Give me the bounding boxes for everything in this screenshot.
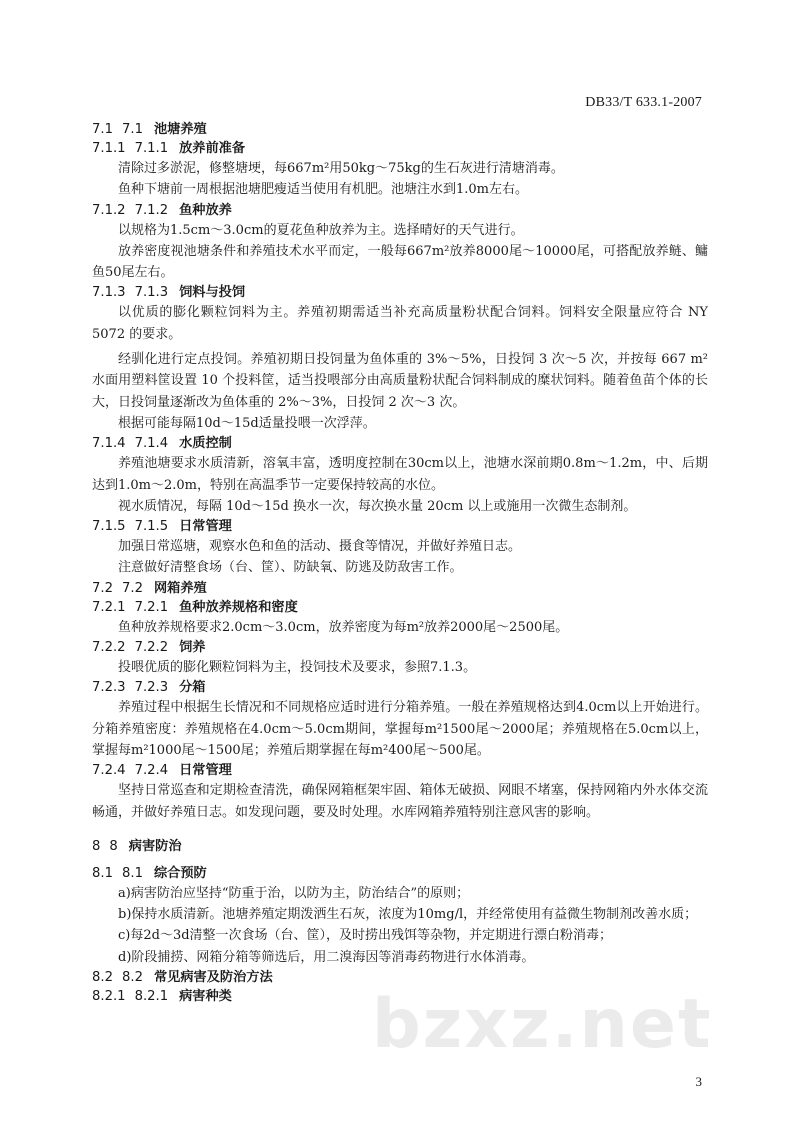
section-heading-7-2-4 bbox=[92, 761, 708, 780]
section-title: 水质控制 bbox=[179, 436, 232, 452]
paragraph: 养殖过程中根据生长情况和不同规格应适时进行分箱养殖。一般在养殖规格达到4.0cm以上开始进行。分箱养殖密度：养殖规格在4.0cm～5.0cm期间，掌握每m²1500尾～2000尾；养殖规格在5.0cm以上，掌握每m²1000尾～1500尾；养殖后期掌握在每m²400尾～500尾。 bbox=[92, 700, 708, 758]
section-heading-8-1 bbox=[92, 864, 708, 883]
section-number: 7.1.3 bbox=[92, 285, 126, 301]
section-heading-7-1-1 bbox=[92, 139, 708, 158]
section-title: 日常管理 bbox=[179, 519, 232, 535]
list-item: a)病害防治应坚持“防重于治，以防为主，防治结合”的原则； bbox=[118, 885, 470, 901]
document-body bbox=[92, 120, 708, 1006]
section-title: 网箱养殖 bbox=[153, 580, 207, 596]
section-heading-7-2 bbox=[92, 579, 708, 598]
paragraph: 投喂优质的膨化颗粒饲料为主，投饲技术及要求，参照7.1.3。 bbox=[118, 660, 477, 676]
section-number: 7.2.3 bbox=[92, 680, 126, 696]
section-number: 7.2.1 bbox=[134, 599, 169, 615]
list-item: c)每2d～3d清整一次食场（台、筐），及时捞出残饵等杂物，并定期进行漂白粉消毒； bbox=[118, 928, 613, 944]
section-number: 7.2.1 bbox=[92, 599, 126, 615]
paragraph: 清除过多淤泥，修整塘埂，每667m²用50kg～75kg的生石灰进行清塘消毒。 bbox=[118, 161, 564, 176]
page-number: 3 bbox=[695, 1074, 702, 1089]
section-title: 病害防治 bbox=[128, 838, 182, 854]
section-title: 饲料与投饲 bbox=[179, 285, 246, 301]
paragraph: 鱼种下塘前一周根据池塘肥瘦适当使用有机肥。池塘注水到1.0m左右。 bbox=[118, 182, 529, 198]
section-heading-7-1-3 bbox=[92, 283, 708, 302]
section-number: 8 bbox=[109, 838, 118, 854]
section-heading-7-2-2 bbox=[92, 638, 708, 657]
section-title: 放养前准备 bbox=[179, 141, 246, 156]
section-title: 鱼种放养规格和密度 bbox=[179, 599, 298, 615]
paragraph: 放养密度视池塘条件和养殖技术水平而定，一般每667m²放养8000尾～10000尾，可搭配放养鲢、鳙鱼50尾左右。 bbox=[92, 243, 708, 281]
paragraph: 以优质的膨化颗粒饲料为主。养殖初期需适当补充高质量粉状配合饲料。饲料安全限量应符合 NY 5072 的要求。 bbox=[92, 305, 708, 342]
section-number: 8.2 bbox=[92, 970, 113, 986]
section-title: 病害种类 bbox=[179, 989, 232, 1005]
paragraph: 视水质情况，每隔 10d～15d 换水一次，每次换水量 20cm 以上或施用一次微生态制剂。 bbox=[118, 498, 637, 514]
section-number: 7.1.3 bbox=[134, 285, 169, 301]
section-number: 7.1.5 bbox=[134, 519, 169, 535]
paragraph: 鱼种放养规格要求2.0cm～3.0cm，放养密度为每m²放养2000尾～2500尾。 bbox=[118, 619, 569, 635]
section-number: 7.1 bbox=[121, 122, 143, 137]
paragraph: 加强日常巡塘，观察水色和鱼的活动、摄食等情况，并做好养殖日志。 bbox=[118, 539, 522, 555]
paragraph: 根据可能每隔10d～15d适量投喂一次浮萍。 bbox=[118, 415, 376, 431]
section-title: 鱼种放养 bbox=[179, 202, 232, 218]
section-heading-7-1-5 bbox=[92, 517, 708, 536]
section-number: 7.2.3 bbox=[134, 680, 169, 696]
section-title: 综合预防 bbox=[153, 865, 207, 881]
section-heading-7-1-2 bbox=[92, 201, 708, 220]
section-number: 8 bbox=[92, 838, 101, 854]
section-number: 7.1.2 bbox=[92, 202, 126, 218]
section-heading-7-2-1 bbox=[92, 598, 708, 617]
section-number: 8.1 bbox=[121, 865, 143, 881]
section-number: 7.1.1 bbox=[134, 141, 169, 156]
section-heading-7-1 bbox=[92, 120, 708, 139]
standard-number: DB33/T 633.1-2007 bbox=[585, 95, 702, 110]
section-number: 8.1 bbox=[92, 865, 113, 881]
section-title: 分箱 bbox=[179, 680, 206, 696]
section-heading-7-2-3 bbox=[92, 678, 708, 697]
section-number: 8.2 bbox=[121, 970, 143, 986]
paragraph: 经驯化进行定点投饲。养殖初期日投饲量为鱼体重的 3%～5%，日投饲 3 次～5 次，并按每 667 m² 水面用塑料筐设置 10 个投料筐，适当投喂部分由高质量粉状配合饲料制成的糜状饲料。随着鱼苗个体的长大，日投饲量逐渐改为鱼体重的 2%～3%，日投饲 2 次～3 次。 bbox=[92, 352, 708, 410]
paragraph: 以规格为1.5cm～3.0cm的夏花鱼种放养为主。选择晴好的天气进行。 bbox=[118, 222, 524, 238]
section-number: 7.1 bbox=[92, 122, 113, 137]
section-number: 7.2.4 bbox=[92, 763, 126, 779]
section-title: 日常管理 bbox=[179, 763, 232, 779]
paragraph: 坚持日常巡查和定期检查清洗，确保网箱框架牢固、箱体无破损、网眼不堵塞，保持网箱内外水体交流畅通，并做好养殖日志。如发现问题，要及时处理。水库网箱养殖特别注意风害的影响。 bbox=[92, 783, 708, 820]
section-number: 7.1.2 bbox=[134, 202, 169, 218]
section-title: 池塘养殖 bbox=[153, 122, 207, 137]
paragraph: 注意做好清整食场（台、筐）、防缺氧、防逃及防敌害工作。 bbox=[118, 560, 463, 576]
section-title: 常见病害及防治方法 bbox=[153, 970, 273, 986]
list-item: b)保持水质清新。池塘养殖定期泼洒生石灰，浓度为10mg/l，并经常使用有益微生物制剂改善水质； bbox=[118, 907, 698, 923]
paragraph: 养殖池塘要求水质清新，溶氧丰富，透明度控制在30cm以上，池塘水深前期0.8m～1.2m，中、后期达到1.0m～2.0m，特别在高温季节一定要保持较高的水位。 bbox=[92, 456, 708, 493]
watermark: bzxz.net bbox=[372, 985, 713, 1064]
section-title: 饲养 bbox=[179, 640, 206, 656]
section-number: 7.1.4 bbox=[92, 436, 126, 452]
list-item: d)阶段捕捞、网箱分箱等筛选后，用二溴海因等消毒药物进行水体消毒。 bbox=[118, 949, 535, 965]
section-number: 8.2.1 bbox=[134, 989, 169, 1005]
section-number: 7.1.1 bbox=[92, 141, 126, 156]
section-number: 8.2.1 bbox=[92, 989, 126, 1005]
section-heading-8 bbox=[92, 837, 708, 856]
section-number: 7.2.2 bbox=[134, 640, 169, 656]
section-heading-7-1-4 bbox=[92, 434, 708, 453]
section-number: 7.1.4 bbox=[134, 436, 169, 452]
section-number: 7.2 bbox=[121, 580, 143, 596]
section-number: 7.2.4 bbox=[134, 763, 169, 779]
section-number: 7.1.5 bbox=[92, 519, 126, 535]
section-number: 7.2.2 bbox=[92, 640, 126, 656]
section-number: 7.2 bbox=[92, 580, 113, 596]
